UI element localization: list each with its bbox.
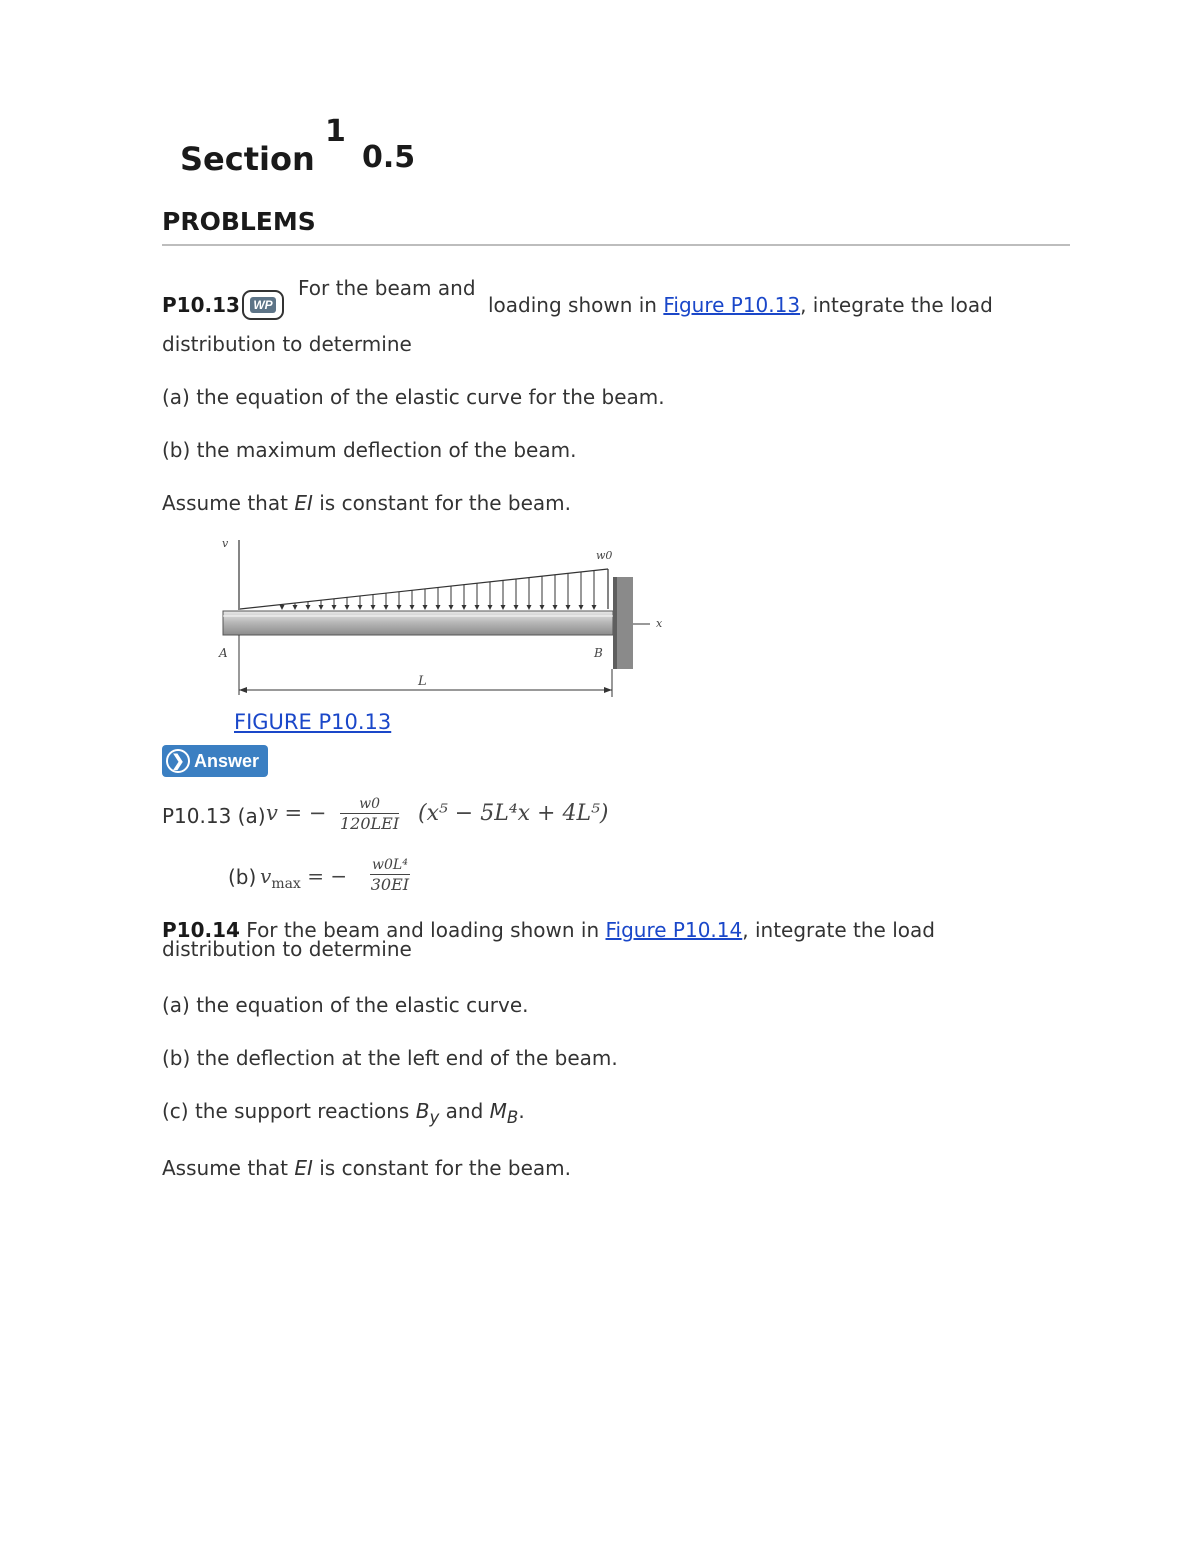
load-arrow-head	[592, 605, 597, 610]
problem-intro-before: loading shown in	[488, 293, 657, 317]
load-arrow-head	[579, 605, 584, 610]
load-arrow-head	[280, 605, 285, 610]
load-arrow-head	[475, 605, 480, 610]
point-b-label: B	[594, 646, 603, 660]
answer-b-fraction	[370, 856, 410, 895]
load-arrow-head	[293, 605, 298, 610]
section-word: Section	[180, 140, 315, 178]
p1014-assume-pre: Assume that	[162, 1156, 295, 1180]
p1014-mb: M	[489, 1099, 507, 1123]
answer-b-prefix: (b)	[228, 865, 257, 889]
load-arrow-head	[540, 605, 545, 610]
assume-ei: EI	[294, 491, 313, 515]
load-arrow-head	[501, 605, 506, 610]
problem-label-p1014: P10.14	[162, 918, 240, 942]
wp-badge[interactable]	[242, 290, 284, 320]
load-arrow-head	[462, 605, 467, 610]
p1014-by-sub: y	[429, 1108, 440, 1127]
beam	[223, 611, 613, 635]
problem-part-b: (b) the maximum deflection of the beam.	[162, 438, 577, 462]
p1014-part-b: (b) the deflection at the left end of the beam.	[162, 1046, 618, 1070]
answer-a-fraction	[340, 795, 399, 834]
answer-b-numerator: w0L⁴	[372, 857, 408, 873]
answer-a-prefix: P10.13 (a)	[162, 804, 266, 828]
load-arrow-head	[436, 605, 441, 610]
answer-b-v: v	[260, 864, 272, 888]
load-arrow-head	[423, 605, 428, 610]
p1014-part-a: (a) the equation of the elastic curve.	[162, 993, 529, 1017]
p1014-part-c-mid: and	[439, 1099, 490, 1123]
load-arrow-head	[488, 605, 493, 610]
assume-post: is constant for the beam.	[312, 491, 571, 515]
problems-title: PROBLEMS	[162, 207, 316, 236]
p1014-assume-ei: EI	[294, 1156, 313, 1180]
p1014-assume-post: is constant for the beam.	[312, 1156, 571, 1180]
p1014-line2: distribution to determine	[162, 937, 412, 961]
figure-link-p1013[interactable]: Figure P10.13	[663, 293, 801, 317]
load-arrow-head	[371, 605, 376, 610]
chevron-right-icon: ❯	[166, 749, 190, 773]
p1014-by: B	[415, 1099, 430, 1123]
load-arrow-head	[514, 605, 519, 610]
load-arrow-head	[397, 605, 402, 610]
p1014-part-c-pre: (c) the support reactions	[162, 1099, 416, 1123]
answer-a-expression: (x⁵ − 5L⁴x + 4L⁵)	[418, 801, 609, 826]
problem-line2: distribution to determine	[162, 332, 412, 356]
wp-badge-label: WP	[250, 297, 275, 313]
p1014-mb-sub: B	[506, 1108, 519, 1127]
p1014-assume	[162, 1156, 571, 1180]
load-arrow-head	[449, 605, 454, 610]
load-arrow-head	[527, 605, 532, 610]
load-arrow-head	[332, 605, 337, 610]
p1014-intro-after: , integrate the load	[742, 918, 935, 942]
problem-intro-raised: For the beam and	[298, 276, 476, 300]
problem-assume	[162, 491, 571, 515]
p1014-intro-before: For the beam and loading shown in	[239, 918, 606, 942]
load-arrow-head	[358, 605, 363, 610]
load-arrow-head	[345, 605, 350, 610]
load-arrow-head	[553, 605, 558, 610]
load-arrows	[280, 571, 597, 610]
answer-a-denominator: 120LEI	[340, 814, 400, 833]
answer-a-lhs: v = −	[266, 801, 327, 825]
load-arrow-head	[410, 605, 415, 610]
answer-a-numerator: w0	[340, 795, 399, 814]
w0-label: w0	[596, 549, 613, 562]
answer-button-label: Answer	[194, 750, 260, 771]
answer-b-sub: max	[271, 876, 301, 892]
load-profile	[240, 569, 608, 609]
assume-pre: Assume that	[162, 491, 295, 515]
p1014-part-c	[162, 1099, 525, 1127]
point-a-label: A	[219, 646, 228, 660]
answer-b-lhs	[260, 864, 347, 892]
section-superscript: 1	[325, 114, 346, 149]
load-arrow-head	[384, 605, 389, 610]
answer-button[interactable]	[162, 745, 268, 777]
problem-intro-rest	[488, 293, 993, 317]
figure-caption-p1013[interactable]: FIGURE P10.13	[234, 710, 392, 734]
section-divider	[162, 244, 1070, 246]
problem-part-a: (a) the equation of the elastic curve for the beam.	[162, 385, 665, 409]
load-arrow-head	[566, 605, 571, 610]
problem-intro-after: , integrate the load	[800, 293, 993, 317]
load-arrow-head	[306, 605, 311, 610]
load-arrow-head	[319, 605, 324, 610]
answer-b-denominator: 30EI	[370, 875, 410, 894]
p1014-part-c-end: .	[518, 1099, 525, 1123]
v-axis-label: v	[222, 537, 229, 550]
beam-figure	[210, 535, 680, 705]
x-axis-label: x	[656, 617, 663, 630]
figure-link-p1014[interactable]: Figure P10.14	[605, 918, 743, 942]
section-number: 0.5	[362, 140, 416, 175]
answer-b-eq: = −	[300, 864, 348, 888]
problem-label-p1013: P10.13	[162, 293, 240, 317]
length-label: L	[418, 674, 427, 689]
